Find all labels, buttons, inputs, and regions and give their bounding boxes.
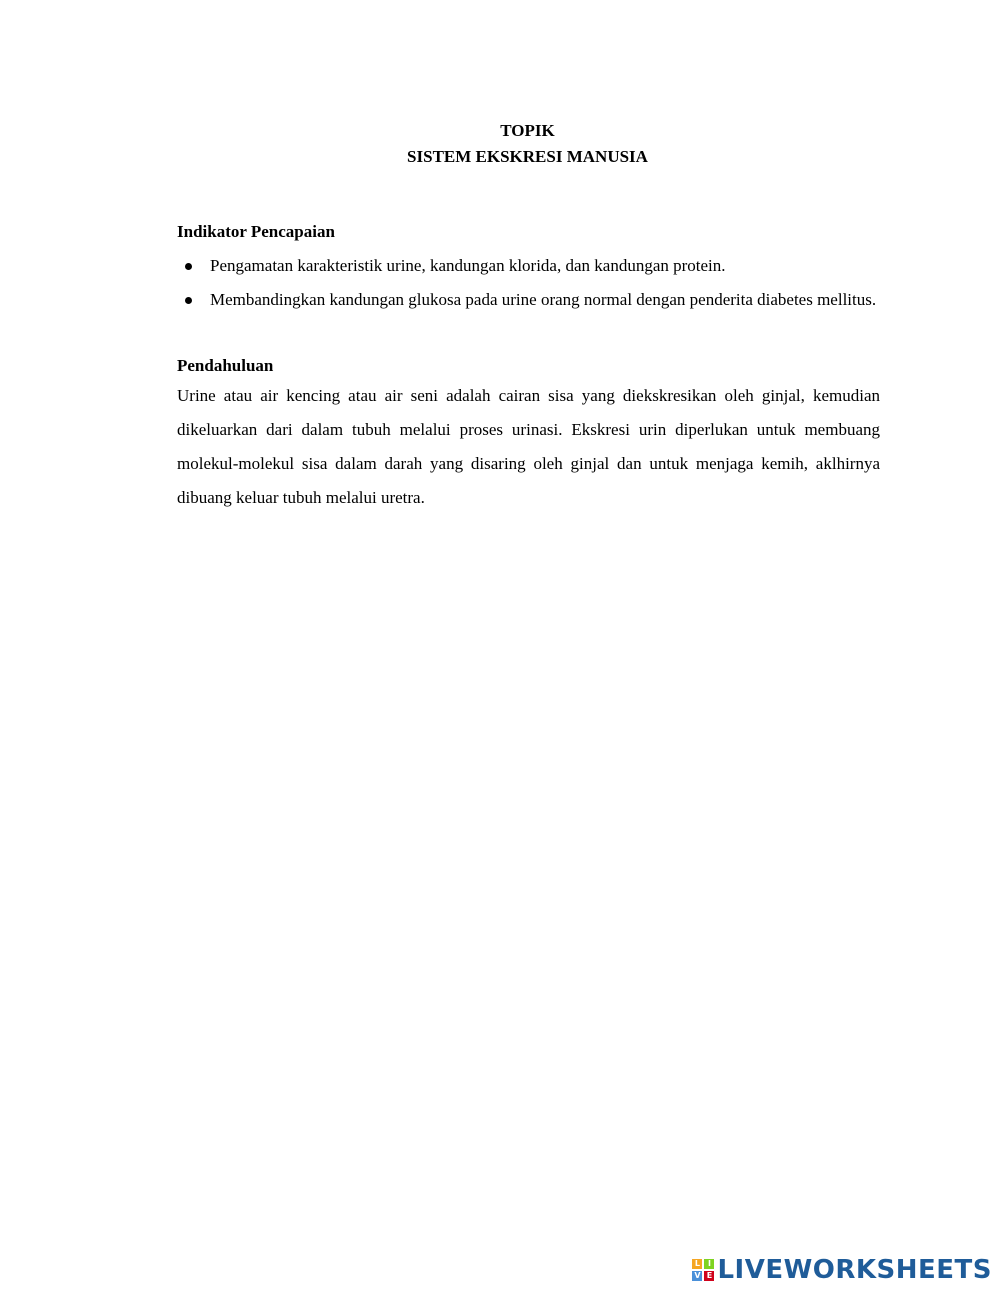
logo-squares-icon (692, 1259, 714, 1281)
section-spacer (177, 317, 880, 353)
liveworksheets-logo (692, 1255, 992, 1285)
introduction-heading: Pendahuluan (177, 356, 274, 375)
list-item (177, 249, 880, 283)
title-subject: SISTEM EKSKRESI MANUSIA (407, 147, 648, 166)
logo-square: V (694, 1271, 701, 1280)
logo-square: E (704, 1271, 714, 1281)
title-block (0, 118, 1000, 170)
list-item-text: Membandingkan kandungan glukosa pada urine orang normal dengan penderita diabetes mellitus. (210, 290, 877, 309)
logo-text: LIVEWORKSHEETS (717, 1255, 992, 1285)
bullet-icon (185, 263, 192, 270)
bullet-icon (185, 297, 192, 304)
content-body (177, 219, 880, 515)
indicator-heading: Indikator Pencapaian (177, 222, 335, 241)
logo-square: L (692, 1259, 702, 1269)
list-item (177, 283, 880, 317)
indicator-list (177, 249, 880, 317)
list-item-text: Pengamatan karakteristik urine, kandungan klorida, dan kandungan protein. (210, 256, 726, 275)
logo-square: I (704, 1259, 714, 1269)
title-topic: TOPIK (500, 121, 555, 140)
introduction-paragraph: Urine atau air kencing atau air seni adalah cairan sisa yang diekskresikan oleh ginjal, kemudian dikeluarkan dari dalam tubuh melalui proses urinasi. Ekskresi urin diperlukan untuk membuang molekul-molekul sisa dalam darah yang disaring oleh ginjal dan untuk menjaga kemih, aklhirnya dibuang keluar tubuh melalui uretra. (177, 386, 880, 507)
